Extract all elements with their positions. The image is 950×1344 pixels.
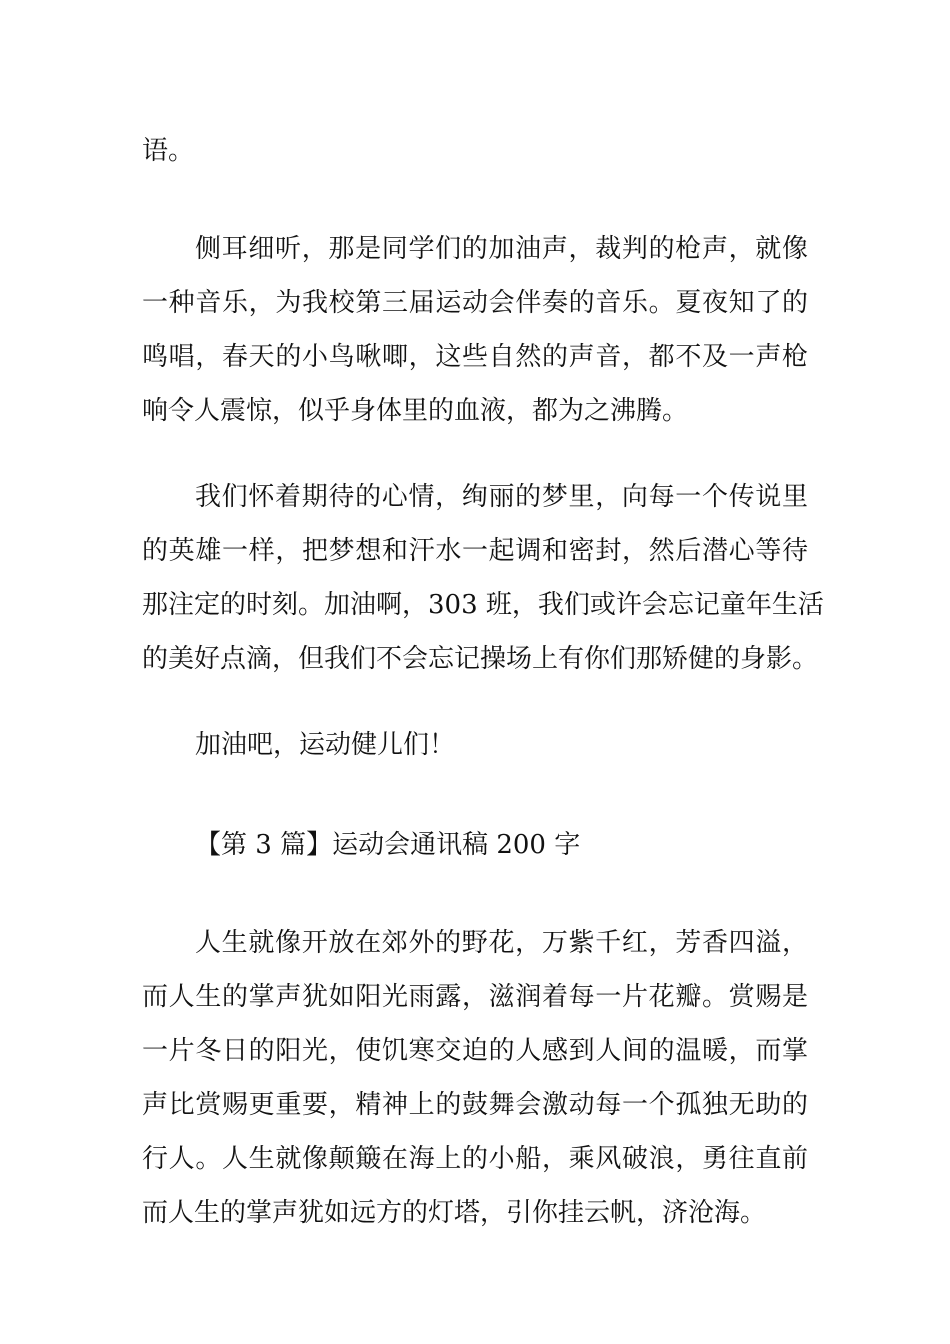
text-line: 侧耳细听，那是同学们的加油声，裁判的枪声，就像 <box>195 234 808 264</box>
text-line: 鸣唱，春天的小鸟啾唧，这些自然的声音，都不及一声枪 <box>142 342 808 372</box>
text-line: 我们怀着期待的心情，绚丽的梦里，向每一个传说里 <box>195 482 808 512</box>
text-line: 而人生的掌声犹如阳光雨露，滋润着每一片花瓣。赏赐是 <box>142 982 808 1012</box>
text-line: 的英雄一样，把梦想和汗水一起调和密封，然后潜心等待 <box>142 536 808 566</box>
paragraph-applause <box>142 916 808 1240</box>
text-line: 加油吧，运动健儿们！ <box>195 730 456 760</box>
text-line: 响令人震惊，似乎身体里的血液，都为之沸腾。 <box>142 396 689 426</box>
paragraph-continuation <box>142 124 808 178</box>
paragraph-expectation <box>142 470 824 686</box>
paragraph-cheer <box>142 718 808 772</box>
text-line: 一片冬日的阳光，使饥寒交迫的人感到人间的温暖，而掌 <box>142 1036 808 1066</box>
section-heading <box>142 818 808 872</box>
text-line: 那注定的时刻。加油啊，303 班，我们或许会忘记童年生活 <box>142 590 824 620</box>
text-line: 一种音乐，为我校第三届运动会伴奏的音乐。夏夜知了的 <box>142 288 808 318</box>
text-line: 声比赏赐更重要，精神上的鼓舞会激动每一个孤独无助的 <box>142 1090 808 1120</box>
text-line: 行人。人生就像颠簸在海上的小船，乘风破浪，勇往直前 <box>142 1144 808 1174</box>
text-line: 而人生的掌声犹如远方的灯塔，引你挂云帆，济沧海。 <box>142 1198 767 1228</box>
paragraph-listening <box>142 222 808 438</box>
text-line: 人生就像开放在郊外的野花，万紫千红，芳香四溢， <box>195 928 808 958</box>
text-line: 语。 <box>142 136 195 166</box>
text-line: 的美好点滴，但我们不会忘记操场上有你们那矫健的身影。 <box>142 644 819 674</box>
heading-text: 【第 3 篇】运动会通讯稿 200 字 <box>195 830 581 860</box>
